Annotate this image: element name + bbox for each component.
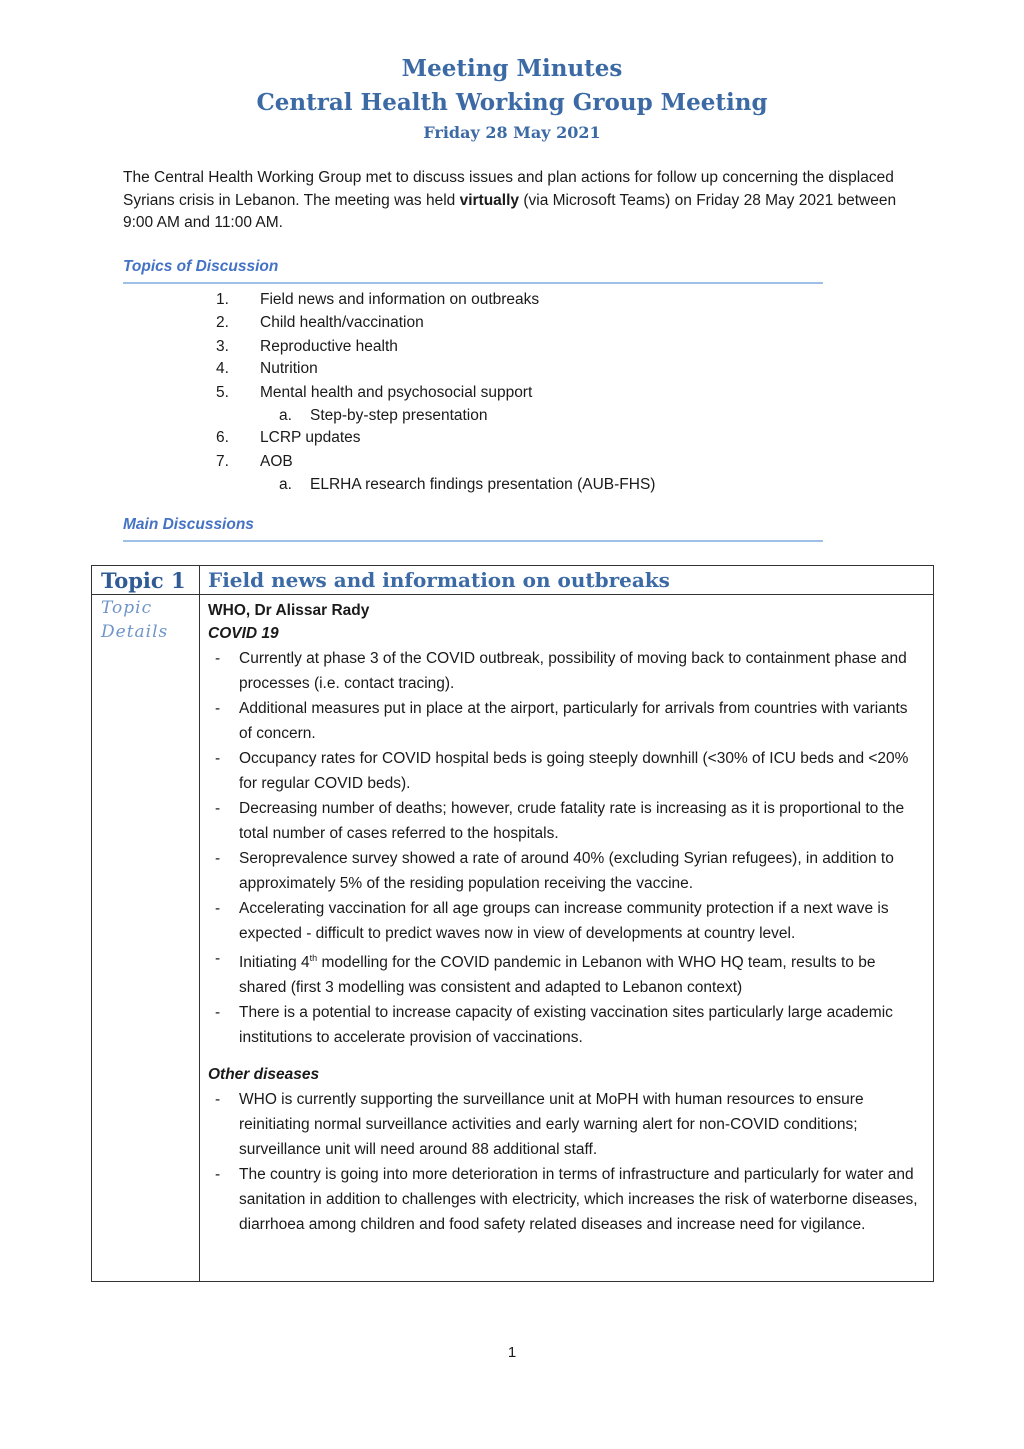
row-divider	[92, 594, 933, 595]
list-number: 2.	[216, 314, 229, 331]
page-number: 1	[507, 1344, 517, 1361]
list-number: 4.	[216, 360, 229, 377]
bullet-text: Occupancy rates for COVID hospital beds is going steeply downhill (<30% of ICU beds and <20% for regular COVID beds).	[239, 750, 909, 792]
topic-content	[208, 600, 920, 1237]
list-number: 1.	[216, 291, 229, 308]
bullet-dash: -	[215, 950, 221, 967]
bullet-dash: -	[215, 1091, 221, 1109]
list-item	[208, 1087, 920, 1162]
list-number: 3.	[216, 338, 229, 355]
bullet-dash: -	[215, 800, 221, 817]
list-item	[208, 696, 920, 746]
meeting-date: Friday 28 May 2021	[423, 123, 601, 142]
list-item	[208, 846, 920, 896]
intro-paragraph	[123, 167, 905, 235]
list-label: Step-by-step presentation	[310, 407, 488, 424]
list-number: 5.	[216, 384, 229, 401]
list-item	[208, 646, 920, 696]
bullet-text: Accelerating vaccination for all age groups can increase community protection if a next wave is expected - difficult to predict waves now in view of developments at country level.	[239, 900, 889, 942]
bullet-dash: -	[215, 700, 221, 717]
list-label: Mental health and psychosocial support	[260, 384, 533, 401]
main-discussions-heading: Main Discussions	[123, 516, 823, 542]
list-item	[208, 946, 920, 1000]
bullet-dash: -	[215, 850, 221, 867]
document-title: Meeting Minutes	[401, 55, 623, 82]
bullet-dash: -	[215, 900, 221, 917]
ordinal-superscript: th	[309, 953, 318, 963]
list-label: AOB	[260, 453, 293, 470]
speaker-name: WHO, Dr Alissar Rady	[208, 602, 370, 619]
other-diseases-bullet-list	[208, 1087, 920, 1237]
bullet-text: The country is going into more deterioration in terms of infrastructure and particularly for water and sanitation in addition to challenges with electricity, which increases the risk of waterborne diseases, diarrhoea among children and food safety related diseases and increase need for vigilance.	[239, 1166, 918, 1234]
bullet-text-end: modelling for the COVID pandemic in Lebanon with WHO HQ team, results to be shared (first 3 modelling was consistent and adapted to Lebanon context)	[239, 954, 876, 997]
list-item	[208, 796, 920, 846]
intro-emphasis: virtually	[459, 191, 520, 209]
intro-text-start: The Central Health Working Group met to discuss issues and plan actions for follow up concerning the displaced Syrians crisis in Lebanon. The meeting was held	[123, 169, 894, 209]
bullet-text: There is a potential to increase capacity of existing vaccination sites particularly large academic institutions to accelerate provision of vaccinations.	[239, 1004, 893, 1047]
column-divider	[199, 566, 200, 1281]
list-number: 7.	[216, 453, 229, 470]
covid-bullet-list	[208, 646, 920, 1050]
list-label: ELRHA research findings presentation (AUB-FHS)	[310, 476, 656, 493]
topics-heading: Topics of Discussion	[123, 258, 823, 284]
bullet-text: Currently at phase 3 of the COVID outbreak, possibility of moving back to containment phase and processes (i.e. contact tracing).	[239, 650, 907, 692]
list-label: Child health/vaccination	[260, 314, 424, 331]
topic-table	[91, 565, 934, 1282]
title-block	[0, 52, 1024, 146]
list-label: Reproductive health	[260, 338, 398, 355]
document-subtitle: Central Health Working Group Meeting	[256, 89, 768, 116]
list-item	[208, 896, 920, 946]
bullet-dash: -	[215, 1004, 221, 1022]
list-item	[208, 1162, 920, 1237]
list-label: Field news and information on outbreaks	[260, 291, 540, 308]
list-item	[208, 1000, 920, 1050]
list-number: a.	[279, 407, 292, 424]
list-label: LCRP updates	[260, 429, 361, 446]
spacer	[208, 1050, 920, 1063]
bullet-text: Decreasing number of deaths; however, crude fatality rate is increasing as it is proportional to the total number of cases referred to the hospitals.	[239, 800, 905, 842]
topic-title: Field news and information on outbreaks	[208, 568, 670, 592]
bullet-text: Seroprevalence survey showed a rate of around 40% (excluding Syrian refugees), in addition to approximately 5% of the residing population receiving the vaccine.	[239, 850, 894, 892]
topic-details-label: Topic Details	[101, 598, 169, 642]
bullet-dash: -	[215, 650, 221, 667]
covid-heading: COVID 19	[208, 625, 279, 642]
bullet-dash: -	[215, 1166, 221, 1184]
list-number: a.	[279, 476, 292, 493]
other-diseases-heading: Other diseases	[208, 1066, 320, 1084]
topic-label: Topic 1	[101, 568, 186, 593]
bullet-text: WHO is currently supporting the surveillance unit at MoPH with human resources to ensure reinitiating normal surveillance activities and early warning alert for non-COVID conditions; surveillance unit will need around 88 additional staff.	[239, 1091, 864, 1159]
bullet-dash: -	[215, 750, 221, 767]
list-item	[208, 746, 920, 796]
bullet-text-start: Initiating 4	[239, 954, 310, 972]
bullet-text: Additional measures put in place at the airport, particularly for arrivals from countries with variants of concern.	[239, 700, 908, 742]
list-label: Nutrition	[260, 360, 318, 377]
intro-text-end: (via Microsoft Teams) on Friday 28 May 2021 between 9:00 AM and 11:00 AM.	[123, 191, 897, 231]
list-number: 6.	[216, 429, 229, 446]
